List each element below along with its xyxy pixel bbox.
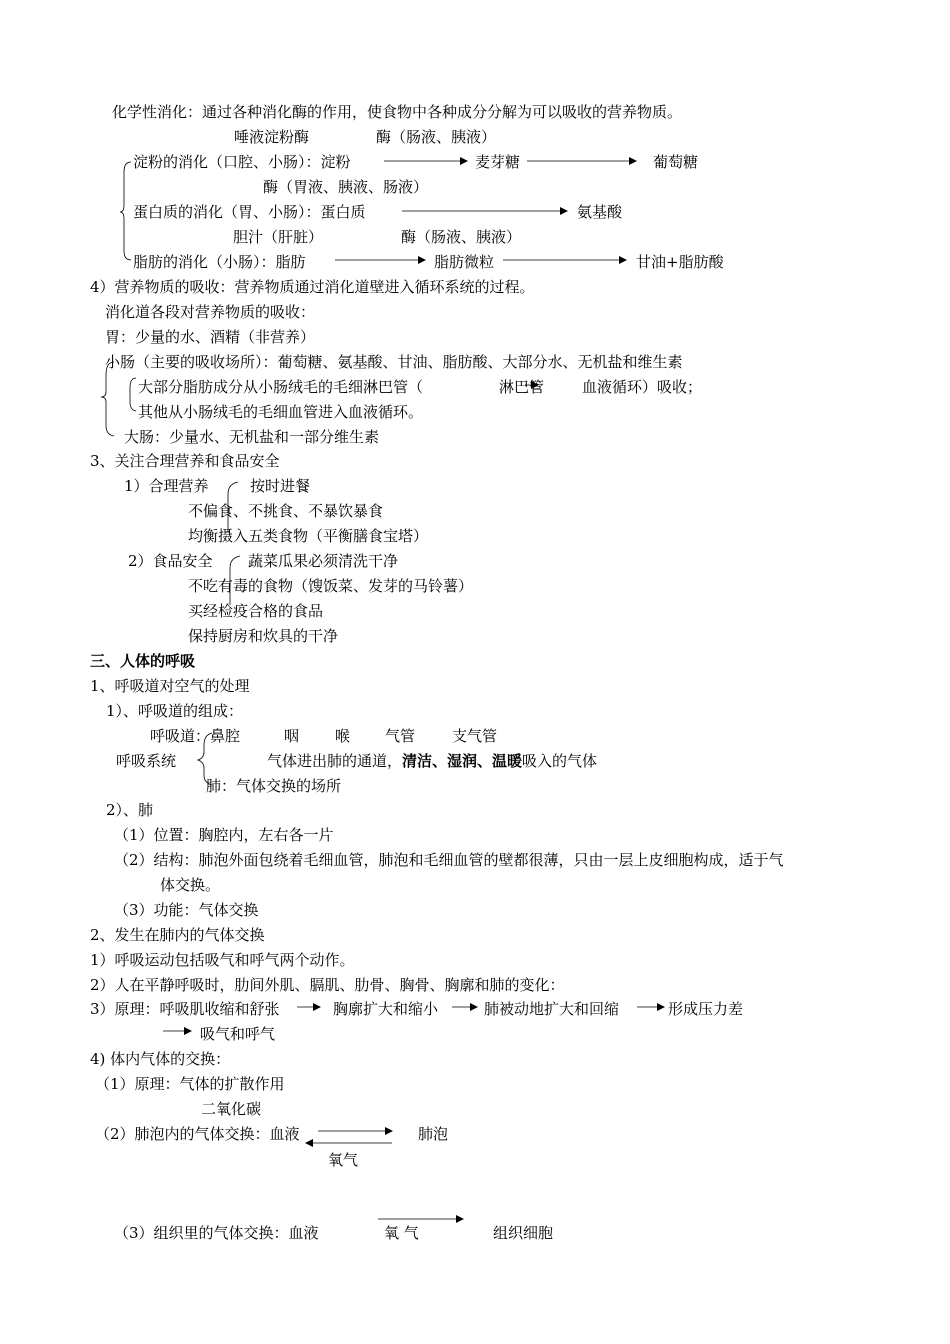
absorption-title: 4）营养物质的吸收：营养物质通过消化道壁进入循环系统的过程。: [90, 278, 535, 296]
o2-label-tissue: 氧 气: [384, 1224, 419, 1242]
absorption-small-intestine: 小肠（主要的吸收场所）：葡萄糖、氨基酸、甘油、脂肪酸、大部分水、无机盐和维生素: [105, 353, 683, 371]
resp-heading-1b: 2）、肺: [106, 801, 154, 819]
resp-principle: 3）原理：呼吸肌收缩和舒张: [90, 1000, 280, 1018]
nutrition-item-2: 不偏食、不挑食、不暴饮暴食: [188, 502, 384, 520]
absorption-fat-b: 淋巴管: [499, 378, 545, 396]
alveoli-label: 肺泡: [418, 1125, 449, 1143]
co2-label: 二氧化碳: [201, 1100, 262, 1118]
amino-acid: 氨基酸: [577, 203, 623, 221]
resp-heading-1a: 1）、呼吸道的组成：: [106, 702, 244, 720]
o2-label: 氧气: [328, 1151, 359, 1169]
resp-movement: 1）呼吸运动包括吸气和呼气两个动作。: [90, 951, 355, 969]
brace-digestion: [120, 162, 131, 260]
protein-enzyme: 酶（胃液、胰液、肠液）: [263, 178, 429, 196]
starch-enzyme-saliva: 唾液淀粉酶: [234, 128, 310, 146]
fat-digestion: 脂肪的消化（小肠）：脂肪: [133, 253, 306, 271]
lung-structure-cont: 体交换。: [160, 876, 221, 894]
safety-item-1: 蔬菜瓜果必须清洗干净: [248, 552, 399, 570]
safety-item-4: 保持厨房和炊具的干净: [188, 627, 339, 645]
nutrition-item-3: 均衡摄入五类食物（平衡膳食宝塔）: [188, 527, 429, 545]
absorption-stomach: 胃：少量的水、酒精（非营养）: [105, 328, 316, 346]
glucose: 葡萄糖: [653, 153, 699, 171]
nutrition-item-1: 按时进餐: [250, 477, 311, 495]
brace-absorption: [101, 362, 114, 436]
food-safety: 2）食品安全: [128, 552, 213, 570]
resp-pharynx: 咽: [284, 727, 300, 745]
absorption-other: 其他从小肠绒毛的毛细血管进入血液循环。: [138, 403, 424, 421]
bile: 胆汁（肝脏）: [233, 228, 324, 246]
brace-small-intestine: [130, 378, 136, 411]
protein-digestion: 蛋白质的消化（胃、小肠）：蛋白质: [133, 203, 366, 221]
resp-principle-c: 肺被动地扩大和回缩: [484, 1000, 620, 1018]
resp-system: 呼吸系统: [116, 752, 177, 770]
maltose: 麦芽糖: [475, 153, 521, 171]
resp-heading-2: 2、发生在肺内的气体交换: [90, 926, 265, 944]
tissue-exchange: （3）组织里的气体交换：血液: [114, 1224, 319, 1242]
section-respiration: 三、人体的呼吸: [90, 652, 196, 670]
chemical-digestion: 化学性消化：通过各种消化酶的作用，使食物中各种成分分解为可以吸收的营养物质。: [112, 103, 683, 121]
resp-passage-end: 吸入的气体: [522, 752, 598, 770]
glycerol-fatty-acid: 甘油+脂肪酸: [636, 253, 724, 271]
safety-item-3: 买经检疫合格的食品: [188, 602, 324, 620]
resp-passage-bold: 清洁、湿润、温暖: [402, 752, 523, 770]
lung-structure: （2）结构：肺泡外面包绕着毛细血管，肺泡和毛细血管的壁都很薄，只由一层上皮细胞构成，适于气: [114, 851, 784, 869]
fat-droplet: 脂肪微粒: [434, 253, 495, 271]
absorption-large-intestine: 大肠：少量水、无机盐和一部分维生素: [124, 428, 380, 446]
alveoli-exchange: （2）肺泡内的气体交换：血液: [95, 1125, 300, 1143]
lung-position: （1）位置：胸腔内，左右各一片: [114, 826, 334, 844]
absorption-fat-c: 血液循环）吸收；: [582, 378, 703, 396]
resp-principle-b: 胸廓扩大和缩小: [333, 1000, 439, 1018]
resp-passage-text: 气体进出肺的通道，: [267, 752, 403, 770]
resp-trachea: 气管: [385, 727, 416, 745]
resp-passage: [267, 752, 597, 770]
diffusion-principle: （1）原理：气体的扩散作用: [95, 1075, 285, 1093]
resp-principle-d: 形成压力差: [668, 1000, 744, 1018]
nutrition-title: 3、关注合理营养和食品安全: [90, 452, 280, 470]
resp-heading-1: 1、呼吸道对空气的处理: [90, 677, 250, 695]
resp-larynx: 喉: [335, 727, 351, 745]
absorption-fat-a: 大部分脂肪成分从小肠绒毛的毛细淋巴管（: [138, 378, 424, 396]
gas-exchange-title: 4) 体内气体的交换：: [90, 1050, 231, 1068]
absorption-segments: 消化道各段对营养物质的吸收：: [105, 303, 316, 321]
resp-principle-e: 吸气和呼气: [200, 1025, 276, 1043]
tissue-label: 组织细胞: [493, 1224, 554, 1242]
starch-digestion: 淀粉的消化（口腔、小肠）：淀粉: [133, 153, 351, 171]
fat-enzyme: 酶（肠液、胰液）: [401, 228, 522, 246]
safety-item-2: 不吃有毒的食物（馊饭菜、发芽的马铃薯）: [188, 577, 474, 595]
resp-bronchi: 支气管: [452, 727, 498, 745]
lung-function: （3）功能：气体交换: [114, 901, 259, 919]
reasonable-nutrition: 1）合理营养: [124, 477, 209, 495]
resp-changes: 2）人在平静呼吸时，肋间外肌、膈肌、肋骨、胸骨、胸廓和肺的变化：: [90, 976, 565, 994]
resp-lung-def: 肺：气体交换的场所: [206, 777, 342, 795]
resp-tract: 呼吸道：鼻腔: [150, 727, 241, 745]
starch-enzyme-intestine: 酶（肠液、胰液）: [376, 128, 497, 146]
